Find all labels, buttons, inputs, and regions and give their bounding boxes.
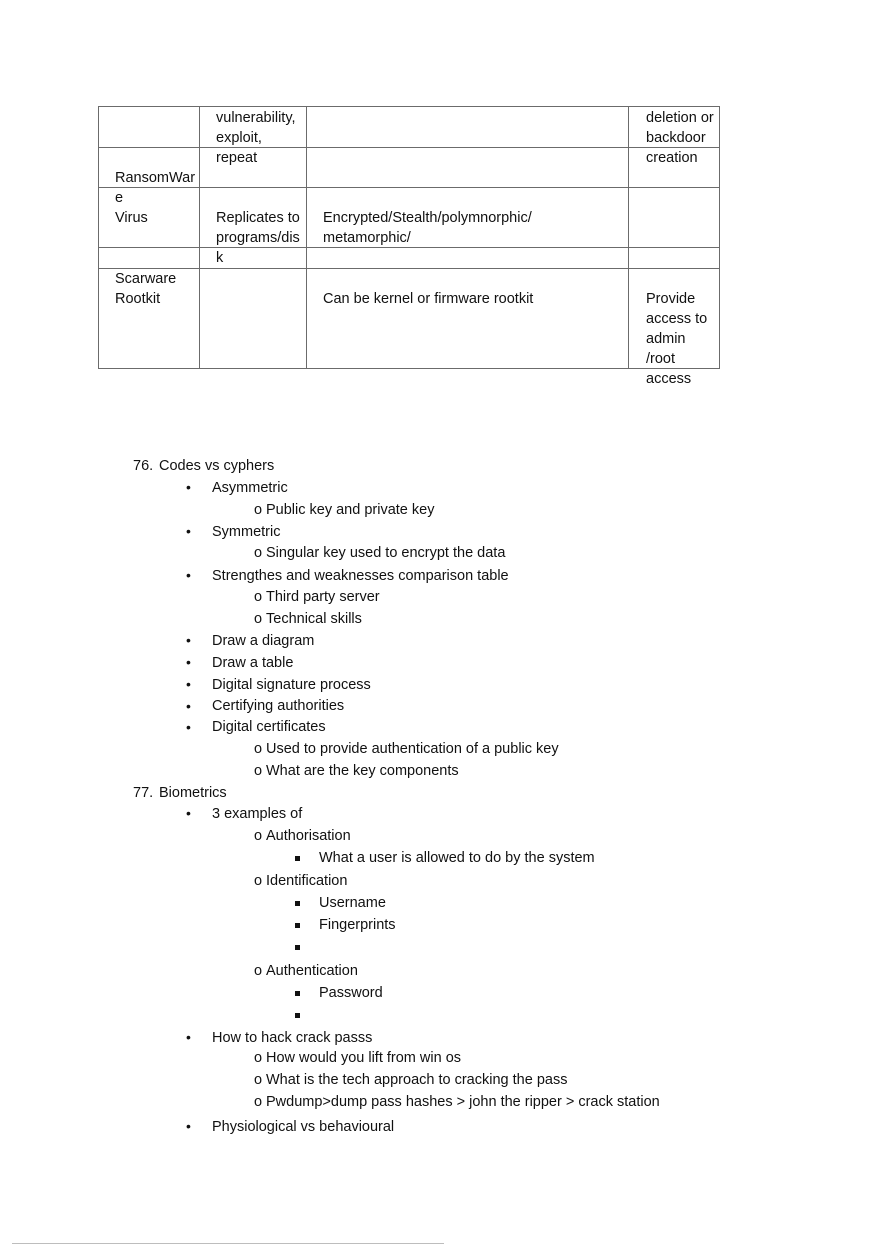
table-cell: Can be kernel or firmware rootkit xyxy=(323,291,534,307)
circle-bullet-icon: o xyxy=(254,763,263,779)
list-number: 77. xyxy=(133,785,154,801)
list-item: Pwdump>dump pass hashes > john the ripper > crack station xyxy=(266,1094,660,1110)
bullet-icon: • xyxy=(186,676,191,692)
table-cell: deletion or backdoor creation xyxy=(646,110,714,166)
list-item: What is the tech approach to cracking the pass xyxy=(266,1072,568,1088)
list-item: Used to provide authentication of a public key xyxy=(266,741,559,757)
square-bullet-icon xyxy=(295,923,300,928)
square-bullet-icon xyxy=(295,945,300,950)
table-rule xyxy=(98,106,720,107)
list-item: Username xyxy=(319,895,386,911)
list-item: How would you lift from win os xyxy=(266,1050,462,1066)
table-rule xyxy=(98,106,99,369)
table-rule xyxy=(98,268,720,269)
circle-bullet-icon: o xyxy=(254,828,263,844)
table-rule xyxy=(98,368,720,369)
bullet-icon: • xyxy=(186,632,191,648)
list-item: Public key and private key xyxy=(266,502,435,518)
circle-bullet-icon: o xyxy=(254,1072,263,1088)
circle-bullet-icon: o xyxy=(254,873,263,889)
table-rule xyxy=(98,147,720,148)
bullet-icon: • xyxy=(186,523,191,539)
bullet-icon: • xyxy=(186,654,191,670)
section-title: Codes vs cyphers xyxy=(159,458,275,474)
list-item: Technical skills xyxy=(266,611,362,627)
square-bullet-icon xyxy=(295,901,300,906)
table-cell: vulnerability, exploit, repeat xyxy=(216,110,296,166)
list-item: Symmetric xyxy=(212,524,281,540)
list-item: Digital certificates xyxy=(212,719,326,735)
list-item: Draw a table xyxy=(212,655,294,671)
table-cell: Provide access to admin /root access xyxy=(646,291,708,387)
bullet-icon: • xyxy=(186,698,191,714)
table-rule xyxy=(628,106,629,369)
bullet-icon: • xyxy=(186,1118,191,1134)
list-item: What a user is allowed to do by the system xyxy=(319,850,595,866)
list-item: Identification xyxy=(266,873,348,889)
circle-bullet-icon: o xyxy=(254,502,263,518)
list-item: Physiological vs behavioural xyxy=(212,1119,395,1135)
circle-bullet-icon: o xyxy=(254,545,263,561)
circle-bullet-icon: o xyxy=(254,589,263,605)
section-title: Biometrics xyxy=(159,785,227,801)
table-cell: RansomWar e Virus xyxy=(115,170,196,226)
table-cell: Scarware Rootkit xyxy=(115,271,177,307)
list-item: Draw a diagram xyxy=(212,633,315,649)
square-bullet-icon xyxy=(295,991,300,996)
bullet-icon: • xyxy=(186,805,191,821)
list-item: Authentication xyxy=(266,963,358,979)
list-item: Password xyxy=(319,985,383,1001)
table-cell: Encrypted/Stealth/polymnorphic/ metamorphic/ xyxy=(323,210,532,246)
list-item: How to hack crack passs xyxy=(212,1030,373,1046)
page-footer-rule xyxy=(12,1243,444,1244)
bullet-icon: • xyxy=(186,1029,191,1045)
bullet-icon: • xyxy=(186,719,191,735)
circle-bullet-icon: o xyxy=(254,1094,263,1110)
list-item: Fingerprints xyxy=(319,917,396,933)
list-item: Singular key used to encrypt the data xyxy=(266,545,506,561)
square-bullet-icon xyxy=(295,1013,300,1018)
square-bullet-icon xyxy=(295,856,300,861)
list-item: 3 examples of xyxy=(212,806,303,822)
table-rule xyxy=(306,106,307,369)
list-item: Authorisation xyxy=(266,828,351,844)
table-rule xyxy=(719,106,720,369)
list-item: Third party server xyxy=(266,589,380,605)
bullet-icon: • xyxy=(186,479,191,495)
list-item: What are the key components xyxy=(266,763,459,779)
list-number: 76. xyxy=(133,458,154,474)
list-item: Asymmetric xyxy=(212,480,288,496)
circle-bullet-icon: o xyxy=(254,1050,263,1066)
list-item: Certifying authorities xyxy=(212,698,345,714)
circle-bullet-icon: o xyxy=(254,611,263,627)
bullet-icon: • xyxy=(186,567,191,583)
table-rule xyxy=(199,106,200,369)
table-cell: Replicates to programs/dis k xyxy=(216,210,300,266)
circle-bullet-icon: o xyxy=(254,741,263,757)
list-item: Digital signature process xyxy=(212,677,371,693)
list-item: Strengthes and weaknesses comparison table xyxy=(212,568,509,584)
circle-bullet-icon: o xyxy=(254,963,263,979)
